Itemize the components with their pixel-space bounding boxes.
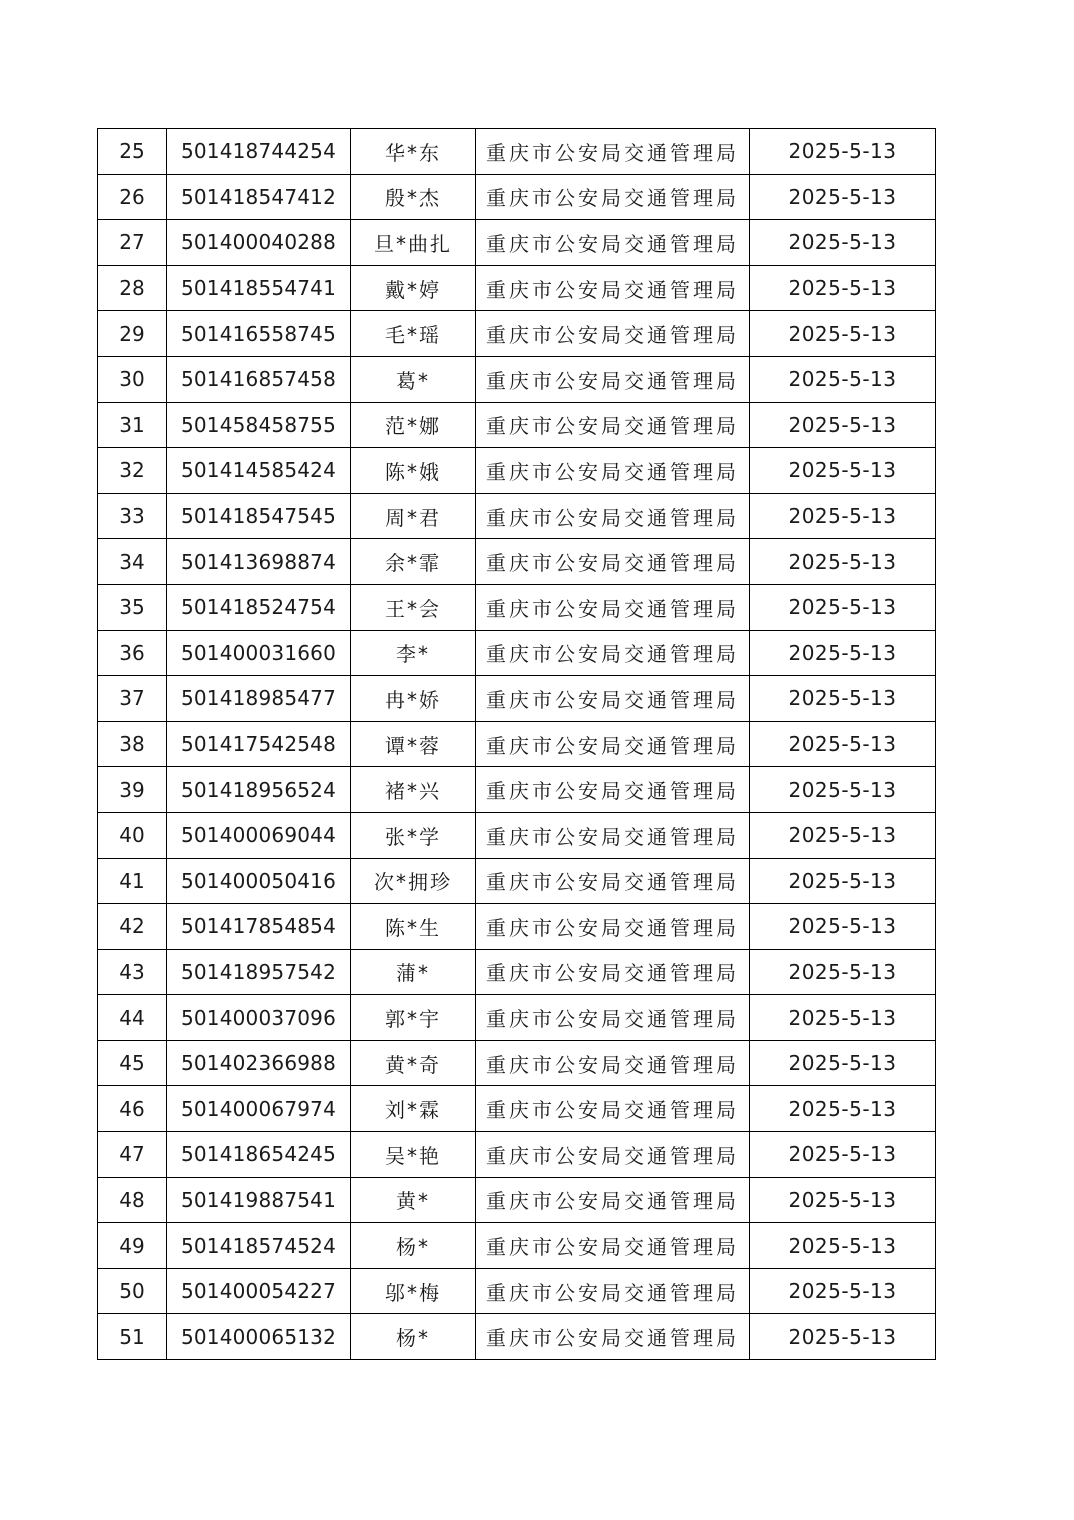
cell-person-name: 吴*艳: [351, 1132, 476, 1178]
cell-agency: 重庆市公安局交通管理局: [476, 1086, 750, 1132]
cell-date: 2025-5-13: [750, 1177, 936, 1223]
cell-date: 2025-5-13: [750, 1223, 936, 1269]
cell-row-number: 36: [98, 630, 167, 676]
table-row: [98, 1223, 936, 1269]
cell-date: 2025-5-13: [750, 1268, 936, 1314]
cell-person-name: 张*学: [351, 812, 476, 858]
cell-row-number: 38: [98, 721, 167, 767]
cell-agency: 重庆市公安局交通管理局: [476, 630, 750, 676]
cell-record-id: 501418956524: [167, 767, 351, 813]
cell-person-name: 余*霏: [351, 539, 476, 585]
cell-record-id: 501400050416: [167, 858, 351, 904]
table-row: [98, 356, 936, 402]
cell-agency: 重庆市公安局交通管理局: [476, 356, 750, 402]
cell-row-number: 49: [98, 1223, 167, 1269]
cell-agency: 重庆市公安局交通管理局: [476, 812, 750, 858]
cell-date: 2025-5-13: [750, 904, 936, 950]
cell-person-name: 毛*瑶: [351, 311, 476, 357]
cell-person-name: 葛*: [351, 356, 476, 402]
table-row: [98, 129, 936, 175]
cell-row-number: 34: [98, 539, 167, 585]
cell-agency: 重庆市公安局交通管理局: [476, 174, 750, 220]
cell-row-number: 28: [98, 265, 167, 311]
cell-person-name: 陈*娥: [351, 448, 476, 494]
cell-record-id: 501418744254: [167, 129, 351, 175]
table-row: [98, 584, 936, 630]
cell-date: 2025-5-13: [750, 630, 936, 676]
cell-date: 2025-5-13: [750, 265, 936, 311]
cell-agency: 重庆市公安局交通管理局: [476, 1177, 750, 1223]
cell-person-name: 刘*霖: [351, 1086, 476, 1132]
cell-person-name: 蒲*: [351, 949, 476, 995]
cell-row-number: 35: [98, 584, 167, 630]
cell-date: 2025-5-13: [750, 129, 936, 175]
cell-date: 2025-5-13: [750, 812, 936, 858]
cell-person-name: 王*会: [351, 584, 476, 630]
table-row: [98, 1268, 936, 1314]
cell-person-name: 李*: [351, 630, 476, 676]
cell-record-id: 501400069044: [167, 812, 351, 858]
table-row: [98, 1132, 936, 1178]
cell-row-number: 29: [98, 311, 167, 357]
cell-agency: 重庆市公安局交通管理局: [476, 129, 750, 175]
cell-agency: 重庆市公安局交通管理局: [476, 1223, 750, 1269]
cell-person-name: 次*拥珍: [351, 858, 476, 904]
cell-row-number: 41: [98, 858, 167, 904]
cell-record-id: 501418547545: [167, 493, 351, 539]
cell-record-id: 501400031660: [167, 630, 351, 676]
cell-row-number: 51: [98, 1314, 167, 1360]
cell-record-id: 501418554741: [167, 265, 351, 311]
cell-date: 2025-5-13: [750, 174, 936, 220]
cell-agency: 重庆市公安局交通管理局: [476, 448, 750, 494]
cell-record-id: 501400054227: [167, 1268, 351, 1314]
cell-date: 2025-5-13: [750, 1132, 936, 1178]
cell-row-number: 37: [98, 676, 167, 722]
cell-date: 2025-5-13: [750, 311, 936, 357]
cell-agency: 重庆市公安局交通管理局: [476, 949, 750, 995]
table-row: [98, 904, 936, 950]
table-row: [98, 311, 936, 357]
cell-agency: 重庆市公安局交通管理局: [476, 265, 750, 311]
cell-date: 2025-5-13: [750, 1314, 936, 1360]
cell-agency: 重庆市公安局交通管理局: [476, 767, 750, 813]
cell-row-number: 39: [98, 767, 167, 813]
cell-date: 2025-5-13: [750, 493, 936, 539]
cell-record-id: 501416558745: [167, 311, 351, 357]
cell-row-number: 32: [98, 448, 167, 494]
cell-agency: 重庆市公安局交通管理局: [476, 858, 750, 904]
cell-agency: 重庆市公安局交通管理局: [476, 1040, 750, 1086]
cell-row-number: 25: [98, 129, 167, 175]
cell-row-number: 26: [98, 174, 167, 220]
cell-record-id: 501419887541: [167, 1177, 351, 1223]
cell-record-id: 501400065132: [167, 1314, 351, 1360]
table-row: [98, 630, 936, 676]
table-row: [98, 676, 936, 722]
table-row: [98, 721, 936, 767]
cell-date: 2025-5-13: [750, 220, 936, 266]
cell-agency: 重庆市公安局交通管理局: [476, 584, 750, 630]
cell-person-name: 殷*杰: [351, 174, 476, 220]
cell-date: 2025-5-13: [750, 448, 936, 494]
records-table-body: [98, 129, 936, 1360]
cell-row-number: 33: [98, 493, 167, 539]
table-row: [98, 539, 936, 585]
cell-record-id: 501418957542: [167, 949, 351, 995]
table-row: [98, 995, 936, 1041]
cell-agency: 重庆市公安局交通管理局: [476, 539, 750, 585]
cell-agency: 重庆市公安局交通管理局: [476, 995, 750, 1041]
cell-record-id: 501418985477: [167, 676, 351, 722]
table-row: [98, 1314, 936, 1360]
cell-agency: 重庆市公安局交通管理局: [476, 721, 750, 767]
table-row: [98, 493, 936, 539]
cell-record-id: 501400037096: [167, 995, 351, 1041]
cell-agency: 重庆市公安局交通管理局: [476, 402, 750, 448]
cell-record-id: 501418574524: [167, 1223, 351, 1269]
cell-date: 2025-5-13: [750, 1086, 936, 1132]
cell-person-name: 华*东: [351, 129, 476, 175]
cell-record-id: 501416857458: [167, 356, 351, 402]
cell-date: 2025-5-13: [750, 1040, 936, 1086]
cell-record-id: 501413698874: [167, 539, 351, 585]
cell-person-name: 郭*宇: [351, 995, 476, 1041]
cell-row-number: 45: [98, 1040, 167, 1086]
cell-row-number: 47: [98, 1132, 167, 1178]
cell-row-number: 42: [98, 904, 167, 950]
cell-row-number: 46: [98, 1086, 167, 1132]
cell-person-name: 冉*娇: [351, 676, 476, 722]
cell-agency: 重庆市公安局交通管理局: [476, 676, 750, 722]
cell-record-id: 501458458755: [167, 402, 351, 448]
cell-person-name: 戴*婷: [351, 265, 476, 311]
cell-date: 2025-5-13: [750, 584, 936, 630]
cell-record-id: 501400067974: [167, 1086, 351, 1132]
cell-person-name: 邬*梅: [351, 1268, 476, 1314]
cell-person-name: 杨*: [351, 1314, 476, 1360]
cell-record-id: 501417542548: [167, 721, 351, 767]
cell-record-id: 501414585424: [167, 448, 351, 494]
cell-record-id: 501418547412: [167, 174, 351, 220]
cell-record-id: 501418524754: [167, 584, 351, 630]
cell-record-id: 501418654245: [167, 1132, 351, 1178]
cell-date: 2025-5-13: [750, 402, 936, 448]
table-row: [98, 949, 936, 995]
cell-row-number: 50: [98, 1268, 167, 1314]
cell-person-name: 谭*蓉: [351, 721, 476, 767]
table-row: [98, 812, 936, 858]
cell-person-name: 周*君: [351, 493, 476, 539]
cell-person-name: 旦*曲扎: [351, 220, 476, 266]
cell-row-number: 31: [98, 402, 167, 448]
table-row: [98, 767, 936, 813]
cell-row-number: 48: [98, 1177, 167, 1223]
table-row: [98, 1086, 936, 1132]
cell-agency: 重庆市公安局交通管理局: [476, 904, 750, 950]
table-row: [98, 174, 936, 220]
cell-date: 2025-5-13: [750, 858, 936, 904]
records-table: [97, 128, 936, 1360]
cell-date: 2025-5-13: [750, 721, 936, 767]
cell-date: 2025-5-13: [750, 949, 936, 995]
cell-agency: 重庆市公安局交通管理局: [476, 1132, 750, 1178]
cell-person-name: 杨*: [351, 1223, 476, 1269]
cell-person-name: 褚*兴: [351, 767, 476, 813]
cell-row-number: 40: [98, 812, 167, 858]
cell-row-number: 27: [98, 220, 167, 266]
cell-date: 2025-5-13: [750, 539, 936, 585]
cell-agency: 重庆市公安局交通管理局: [476, 220, 750, 266]
cell-person-name: 黄*: [351, 1177, 476, 1223]
table-row: [98, 220, 936, 266]
cell-agency: 重庆市公安局交通管理局: [476, 311, 750, 357]
cell-row-number: 44: [98, 995, 167, 1041]
cell-date: 2025-5-13: [750, 676, 936, 722]
table-row: [98, 1177, 936, 1223]
cell-person-name: 黄*奇: [351, 1040, 476, 1086]
cell-agency: 重庆市公安局交通管理局: [476, 1314, 750, 1360]
cell-record-id: 501402366988: [167, 1040, 351, 1086]
table-row: [98, 448, 936, 494]
table-row: [98, 265, 936, 311]
cell-date: 2025-5-13: [750, 767, 936, 813]
cell-row-number: 30: [98, 356, 167, 402]
cell-record-id: 501417854854: [167, 904, 351, 950]
cell-person-name: 范*娜: [351, 402, 476, 448]
table-row: [98, 402, 936, 448]
cell-agency: 重庆市公安局交通管理局: [476, 1268, 750, 1314]
cell-agency: 重庆市公安局交通管理局: [476, 493, 750, 539]
cell-date: 2025-5-13: [750, 995, 936, 1041]
cell-date: 2025-5-13: [750, 356, 936, 402]
cell-row-number: 43: [98, 949, 167, 995]
cell-record-id: 501400040288: [167, 220, 351, 266]
cell-person-name: 陈*生: [351, 904, 476, 950]
table-row: [98, 858, 936, 904]
table-row: [98, 1040, 936, 1086]
